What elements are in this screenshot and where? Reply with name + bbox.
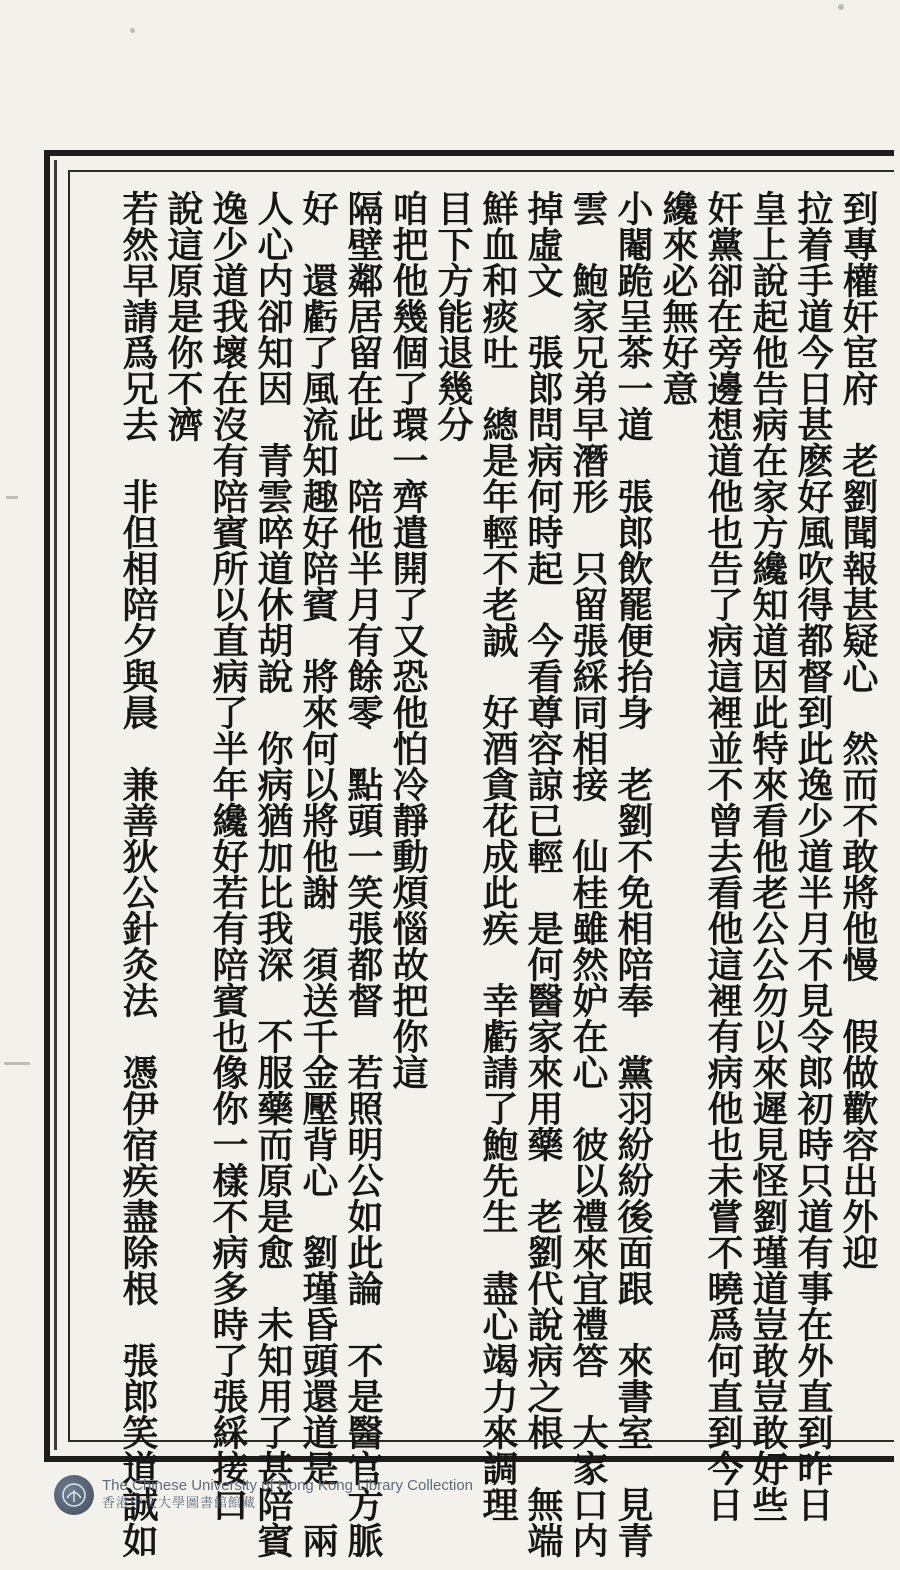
text-column: 小閹跪呈茶一道 張郎飲罷便抬身 老劉不免相陪奉 黨羽紛紛後面跟 來書室 見青 [612, 190, 654, 1558]
cuhk-library-logo-icon [54, 1475, 94, 1515]
text-column: 掉虛文 張郎問病何時起 今看尊容諒已輕 是何醫家來用藥 老劉代說病之根 無端 [522, 190, 564, 1558]
text-column: 若然早請爲兄去 非但相陪夕與晨 兼善狄公針灸法 憑伊宿疾盡除根 張郎笑道誠如 [117, 190, 159, 1558]
text-column: 拉着手道今日甚麽好風吹得都督到此逸少道半月不見令郎初時只道有事在外直到昨日 [792, 190, 834, 1522]
paper-speck [838, 4, 844, 10]
watermark-chinese: 香港中文大學圖書館館藏 [102, 1496, 257, 1511]
watermark-english: The Chinese University of Hong Kong Library Collection [102, 1477, 474, 1494]
text-column: 說這原是你不濟 [162, 190, 204, 442]
paper-speck [4, 1062, 30, 1065]
margin-rule [54, 160, 57, 1450]
text-column: 鮮血和痰吐 總是年輕不老誠 好酒貪花成此疾 幸虧請了鮑先生 盡心竭力來調理 [477, 190, 519, 1522]
logo-mark-icon [61, 1482, 87, 1508]
paper-speck [130, 28, 135, 33]
paper-speck [6, 496, 18, 499]
text-column: 到專權奸宦府 老劉聞報甚疑心 然而不敢將他慢 假做歡容出外迎 [837, 190, 879, 1270]
text-column: 隔壁鄰居留在此 陪他半月有餘零 點頭一笑張都督 若照明公如此論 不是醫官方脈 [342, 190, 384, 1558]
text-column: 好 還虧了風流知趣好陪賓 將來何以將他謝 須送千金壓背心 劉瑾昏頭還道是 兩 [297, 190, 339, 1558]
text-column: 目下方能退幾分 [432, 190, 474, 442]
library-watermark [54, 1472, 473, 1518]
text-column: 纔來必無好意 [657, 190, 699, 406]
text-column: 皇上說起他告病在家方纔知道因此特來看他老公公勿以來遲見怪劉瑾道豈敢豈敢好些 [747, 190, 789, 1522]
text-column: 雲 鮑家兄弟早潛形 只留張綵同相接 仙桂雖然妒在心 彼以禮來宜禮答 大家口内 [567, 190, 609, 1558]
text-column: 奸黨卻在旁邊想道他也告了病這裡並不曾去看他這裡有病他也未嘗不曉爲何直到今日 [702, 190, 744, 1522]
text-column: 逸少道我壞在沒有陪賓所以直病了半年纔好若有陪賓也像你一樣不病多時了張綵接口 [207, 190, 249, 1522]
text-column: 人心内卻知因 青雲啐道休胡說 你病猶加比我深 不服藥而原是愈 未知用了甚陪賓 [252, 190, 294, 1558]
text-column: 咱把他幾個了環一齊遣開了又恐他怕冷靜動煩惱故把你這 [387, 190, 429, 1090]
